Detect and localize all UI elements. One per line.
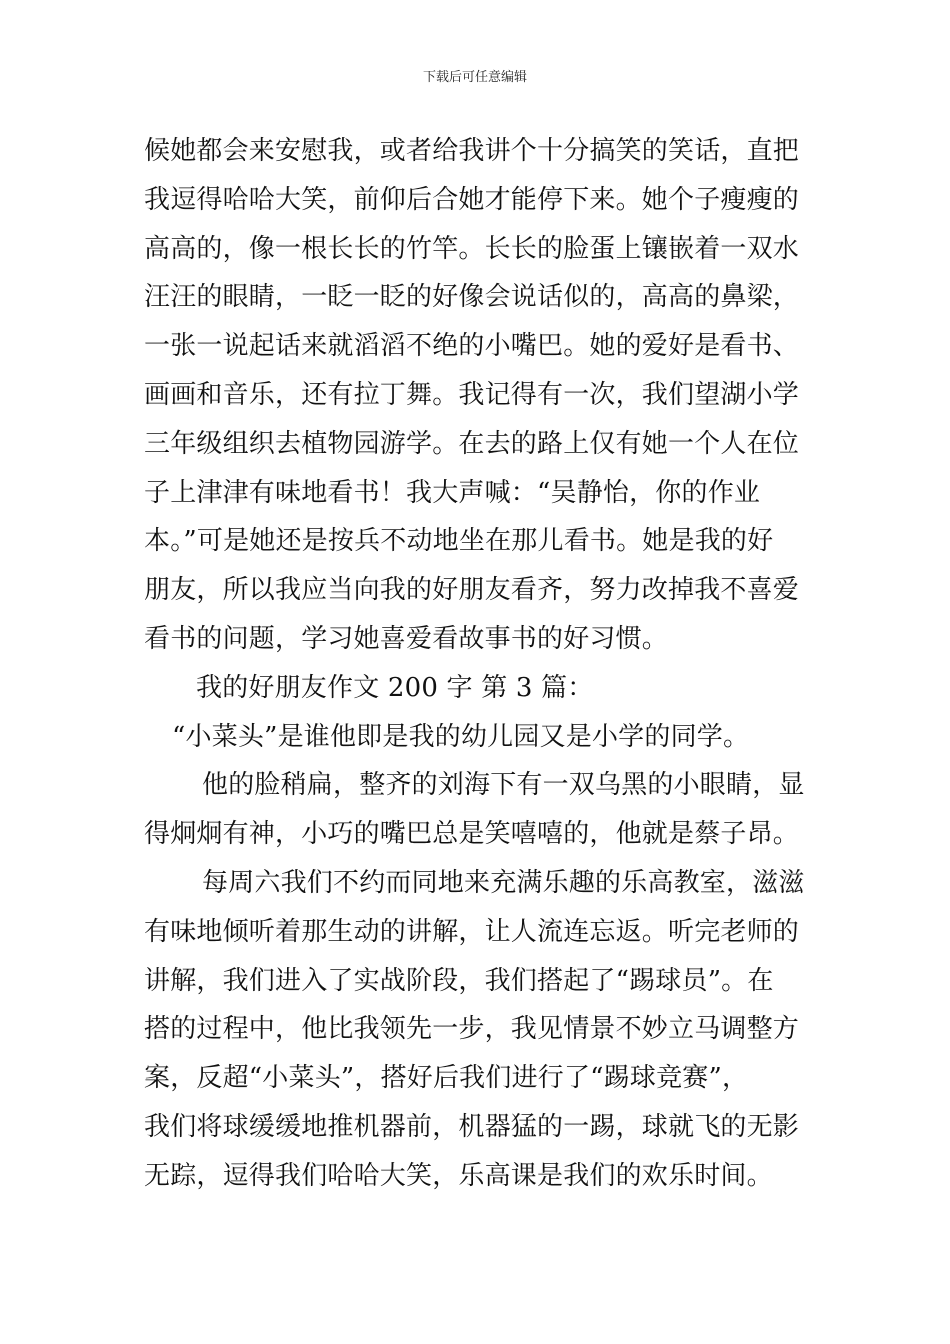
document-body <box>144 127 824 1201</box>
text-line: 他的脸稍扁，整齐的刘海下有一双乌黑的小眼睛，显 <box>202 770 805 801</box>
text-line: 得炯炯有神，小巧的嘴巴总是笑嘻嘻的，他就是蔡子昂。 <box>144 819 800 850</box>
text-line: “小菜头”是谁他即是我的幼儿园又是小学的同学。 <box>172 721 750 752</box>
text-line: 本。”可是她还是按兵不动地坐在那儿看书。她是我的好 <box>144 526 774 557</box>
text-line: 高高的，像一根长长的竹竿。长长的脸蛋上镶嵌着一双水 <box>144 233 800 264</box>
text-line: 我逗得哈哈大笑，前仰后合她才能停下来。她个子瘦瘦的 <box>144 184 800 215</box>
page-header: 下载后可任意编辑 <box>422 70 527 85</box>
text-line: 候她都会来安慰我，或者给我讲个十分搞笑的笑话，直把 <box>144 136 800 166</box>
text-line: 讲解，我们进入了实战阶段，我们搭起了“踢球员”。在 <box>144 965 774 996</box>
text-line: 每周六我们不约而同地来充满乐趣的乐高教室，滋滋 <box>202 867 805 898</box>
text-line: 案，反超“小菜头”，搭好后我们进行了“踢球竞赛”， <box>144 1063 749 1094</box>
text-line: 汪汪的眼睛，一眨一眨的好像会说话似的，高高的鼻梁， <box>144 282 800 313</box>
text-line: 朋友，所以我应当向我的好朋友看齐，努力改掉我不喜爱 <box>144 575 800 606</box>
text-line: 看书的问题，学习她喜爱看故事书的好习惯。 <box>144 623 669 654</box>
text-line: 搭的过程中，他比我领先一步，我见情景不妙立马调整方 <box>144 1014 800 1045</box>
text-line: 有味地倾听着那生动的讲解，让人流连忘返。听完老师的 <box>144 916 800 947</box>
section-heading: 我的好朋友作文 200 字 第 3 篇： <box>196 672 594 703</box>
text-line: 子上津津有味地看书！我大声喊：“吴静怡，你的作业 <box>144 477 761 508</box>
text-line: 我们将球缓缓地推机器前，机器猛的一踢，球就飞的无影 <box>144 1111 800 1142</box>
text-line: 一张一说起话来就滔滔不绝的小嘴巴。她的爱好是看书、 <box>144 331 800 362</box>
text-line: 画画和音乐，还有拉丁舞。我记得有一次，我们望湖小学 <box>144 379 800 410</box>
text-line: 三年级组织去植物园游学。在去的路上仅有她一个人在位 <box>144 428 800 459</box>
text-line: 无踪，逗得我们哈哈大笑，乐高课是我们的欢乐时间。 <box>144 1160 773 1191</box>
